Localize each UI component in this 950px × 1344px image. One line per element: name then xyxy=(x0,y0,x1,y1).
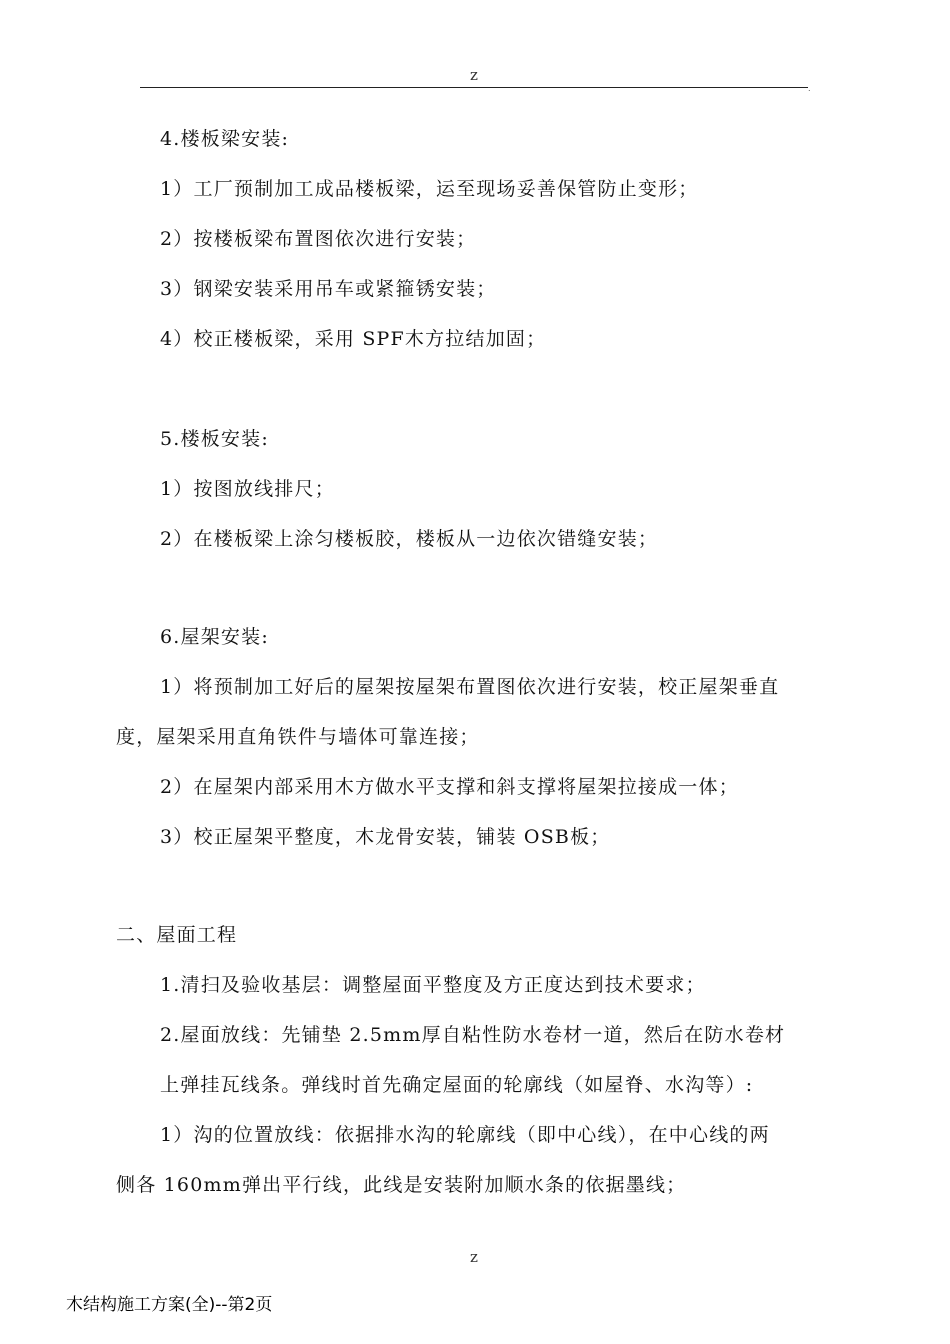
paragraph-line: 2）在屋架内部采用木方做水平支撑和斜支撑将屋架拉接成一体； xyxy=(160,776,739,798)
paragraph-line: 2）在楼板梁上涂匀楼板胶，楼板从一边依次错缝安装； xyxy=(160,528,659,550)
footer-mark: z xyxy=(470,1248,478,1266)
paragraph-line: 1）将预制加工好后的屋架按屋架布置图依次进行安装，校正屋架垂直 xyxy=(160,676,780,698)
paragraph-line: 1）按图放线排尺； xyxy=(160,478,335,500)
paragraph-line: 2.屋面放线：先铺垫 2.5mm厚自粘性防水卷材一道，然后在防水卷材 xyxy=(160,1024,786,1046)
section-heading-roof-truss: 6.屋架安装: xyxy=(160,626,269,648)
document-title-footer: 木结构施工方案(全)--第2页 xyxy=(66,1295,273,1315)
paragraph-line: 3）钢梁安装采用吊车或紧箍锈安装； xyxy=(160,278,497,300)
paragraph-line: 侧各 160mm弹出平行线，此线是安装附加顺水条的依据墨线； xyxy=(116,1174,687,1196)
section-heading-floor-slab: 5.楼板安装: xyxy=(160,428,269,450)
section-heading-floor-beam: 4.楼板梁安装: xyxy=(160,128,290,150)
paragraph-line: 1）工厂预制加工成品楼板梁，运至现场妥善保管防止变形； xyxy=(160,178,699,200)
paragraph-line: 1.清扫及验收基层：调整屋面平整度及方正度达到技术要求； xyxy=(160,974,706,996)
chapter-heading-roofing: 二、屋面工程 xyxy=(116,924,238,946)
paragraph-line: 上弹挂瓦线条。弹线时首先确定屋面的轮廓线（如屋脊、水沟等）: xyxy=(160,1074,754,1096)
header-rule xyxy=(140,87,808,88)
paragraph-line: 1）沟的位置放线：依据排水沟的轮廓线（即中心线），在中心线的两 xyxy=(160,1124,770,1146)
header-tick: . xyxy=(808,84,811,93)
paragraph-line: 度，屋架采用直角铁件与墙体可靠连接； xyxy=(116,726,480,748)
paragraph-line: 2）按楼板梁布置图依次进行安装； xyxy=(160,228,477,250)
header-mark: z xyxy=(470,66,478,84)
paragraph-line: 3）校正屋架平整度，木龙骨安装，铺装 OSB板； xyxy=(160,826,611,848)
paragraph-line: 4）校正楼板梁，采用 SPF木方拉结加固； xyxy=(160,328,547,350)
